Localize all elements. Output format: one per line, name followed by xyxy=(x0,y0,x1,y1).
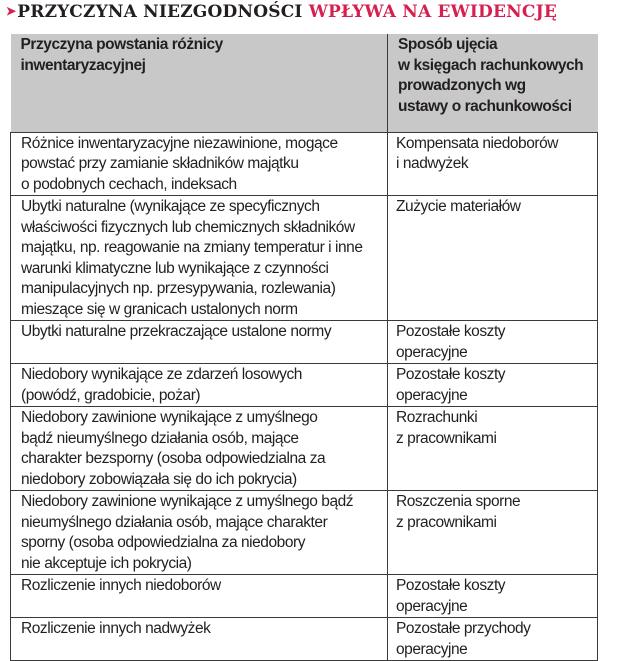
table-title xyxy=(6,2,557,22)
cause-cell: Rozliczenie innych nadwyżek xyxy=(11,618,388,661)
table-row xyxy=(11,407,598,491)
title-part-red: WPŁYWA NA EWIDENCJĘ xyxy=(308,2,558,22)
red-arrow-bullet-icon: ➤ xyxy=(6,4,17,18)
cause-cell: Rozliczenie innych niedoborów xyxy=(11,575,388,618)
table-row xyxy=(11,321,598,364)
inventory-differences-table xyxy=(10,34,598,661)
accounting-method-cell: Pozostałe przychody operacyjne xyxy=(388,618,598,661)
header-accounting-method: Sposób ujęcia w księgach rachunkowych prowadzonych wg ustawy o rachunkowości xyxy=(388,34,598,132)
accounting-method-cell: Zużycie materiałów xyxy=(388,196,598,321)
cause-cell: Niedobory zawinione wynikające z umyślnego bądź nieumyślnego działania osób, mające charakter bezsporny (osoba odpowiedzialna za niedobory zobowiązała się do ich pokrycia) xyxy=(11,407,388,491)
cause-cell: Niedobory zawinione wynikające z umyślnego bądź nieumyślnego działania osób, mające charakter sporny (osoba odpowiedzialna za niedobory nie akceptuje ich pokrycia) xyxy=(11,491,388,575)
table-row xyxy=(11,364,598,407)
table-row xyxy=(11,491,598,575)
accounting-method-cell: Rozrachunki z pracownikami xyxy=(388,407,598,491)
table-row xyxy=(11,132,598,196)
cause-cell: Niedobory wynikające ze zdarzeń losowych (powódź, gradobicie, pożar) xyxy=(11,364,388,407)
cause-cell: Różnice inwentaryzacyjne niezawinione, mogące powstać przy zamianie składników majątku o podobnych cechach, indeksach xyxy=(11,132,388,196)
table-row xyxy=(11,196,598,321)
title-part-black: PRZYCZYNA NIEZGODNOŚCI xyxy=(17,2,309,22)
cause-cell: Ubytki naturalne przekraczające ustalone normy xyxy=(11,321,388,364)
accounting-method-cell: Pozostałe koszty operacyjne xyxy=(388,364,598,407)
header-cause: Przyczyna powstania różnicy inwentaryzacyjnej xyxy=(11,34,388,132)
accounting-method-cell: Kompensata niedoborów i nadwyżek xyxy=(388,132,598,196)
accounting-method-cell: Pozostałe koszty operacyjne xyxy=(388,575,598,618)
cause-cell: Ubytki naturalne (wynikające ze specyficznych właściwości fizycznych lub chemicznych składników majątku, np. reagowanie na zmiany temperatur i inne warunki klimatyczne lub wynikające z czynności manipulacyjnych np. przesypywania, rozlewania) mieszące się w granicach ustalonych norm xyxy=(11,196,388,321)
table-row xyxy=(11,618,598,661)
accounting-method-cell: Roszczenia sporne z pracownikami xyxy=(388,491,598,575)
accounting-method-cell: Pozostałe koszty operacyjne xyxy=(388,321,598,364)
table-header-row xyxy=(11,34,598,132)
table-row xyxy=(11,575,598,618)
